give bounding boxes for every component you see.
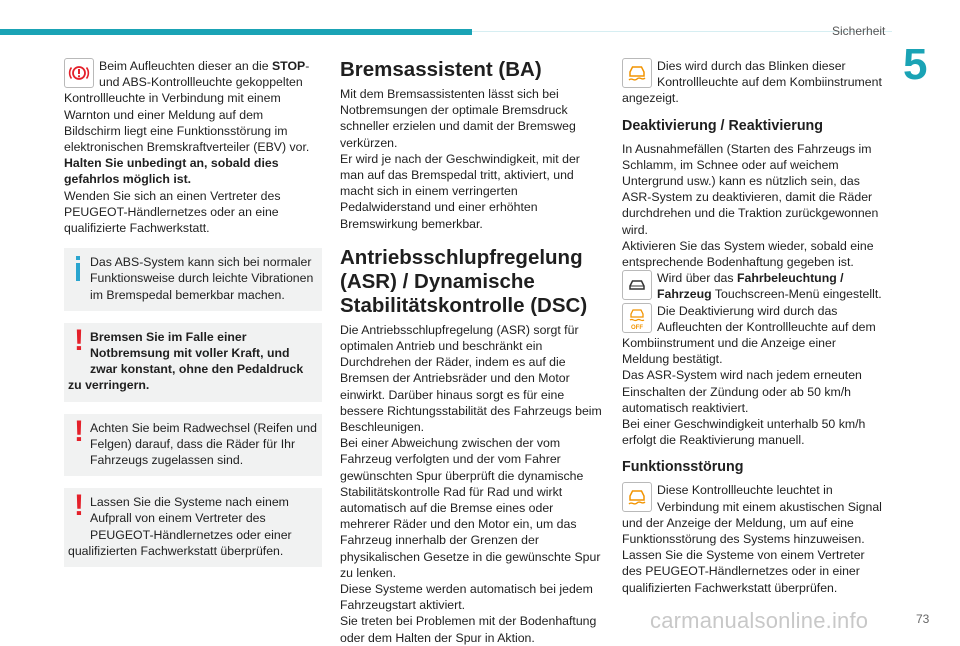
brake-warning-lamp-icon — [64, 58, 94, 88]
deactivation-paragraph: Aktivieren Sie das System wieder, sobald eine entsprechende Bodenhaftung gegeben ist. — [622, 238, 874, 270]
asr-off-icon — [622, 303, 652, 333]
header-rule — [472, 31, 892, 32]
reactivation-paragraph: Das ASR-System wird nach jedem erneuten Einschalten der Zündung oder ab 50 km/h automatisch reaktiviert. — [622, 368, 862, 415]
svg-text:OFF: OFF — [631, 324, 643, 330]
deactivation-paragraph: In Ausnahmefällen (Starten des Fahrzeugs im Schlamm, im Schnee oder auf weichem Untergrund usw.) kann es nützlich sein, das ASR-System zu deaktivieren, damit die Räder durchdrehen und die Traktion zurückgewonnen wird. — [622, 141, 879, 237]
asr-paragraph: Sie treten bei Problemen mit der Bodenhaftung oder dem Halten der Spur in Aktion. — [340, 614, 597, 645]
asr-paragraph: Die Antriebsschlupfregelung (ASR) sorgt für optimalen Antrieb und beschränkt ein Durchdrehen der Räder, indem es auf die Bremsen der Antriebsräder und den Motor einwirkt. Darüber hinaus sorgt es für eine bessere Richtungsstabilität des Fahrzeugs beim Beschleunigen. — [340, 322, 602, 435]
deactivation-heading: Deaktivierung / Reaktivierung — [622, 117, 824, 134]
warning-lamp-instruction: Halten Sie unbedingt an, sobald dies gefahrlos möglich ist. — [64, 156, 279, 187]
warning-note: ! Bremsen Sie im Falle einer Notbremsung mit voller Kraft, und zwar konstant, ohne den Pedaldruck zu verringern. — [64, 323, 322, 402]
warning-lamp-text: Beim Aufleuchten dieser an die STOP- und ABS-Kontrollleuchte gekoppelten Kontrollleuchte in Verbindung mit einem Warnton und einer Meldung auf dem Bildschirm liegt eine Funktionsstörung im elektronischen Bremskraftverteiler (EBV) vor. — [64, 59, 310, 155]
stability-control-icon — [622, 58, 652, 88]
asr-paragraph: Diese Systeme werden automatisch bei jedem Fahrzeugstart aktiviert. — [340, 582, 593, 613]
exclamation-icon: ! — [74, 414, 84, 448]
fault-paragraph: Lassen Sie die Systeme von einem Vertreter des PEUGEOT-Händlernetzes oder in einer qualifizierten Fachwerkstatt überprüfen. — [622, 548, 865, 595]
column-1 — [64, 58, 322, 567]
fault-heading: Funktionsstörung — [622, 459, 744, 476]
header-accent-bar — [0, 29, 472, 35]
chapter-number: 5 — [903, 40, 928, 89]
fault-text: Diese Kontrollleuchte leuchtet in Verbindung mit einem akustischen Signal und der Anzeige der Meldung, um auf eine Funktionsstörung des Systems hinzuweisen. — [622, 483, 882, 547]
page-number: 73 — [916, 612, 930, 626]
exclamation-icon: ! — [74, 489, 84, 523]
column-2 — [340, 58, 606, 646]
reactivation-paragraph: Bei einer Geschwindigkeit unterhalb 50 km/h erfolgt die Reaktivierung manuell. — [622, 417, 866, 448]
asr-paragraph: Bei einer Abweichung zwischen der vom Fahrzeug verfolgten und der vom Fahrer gewünschten Spur überprüft die dynamische Stabilitätskontrolle Rad für Rad und wirkt automatisch auf die Bremse eines oder mehrerer Räder und den Motor ein, um das Fahrzeug innerhalb der Grenzen der physikalischen Gesetze in die gewünschte Spur zu lenken. — [340, 436, 601, 580]
off-text: Die Deaktivierung wird durch das Aufleuchten der Kontrollleuchte auf dem Kombiinstrument und die Anzeige einer Meldung bestätigt. — [622, 303, 876, 367]
column-3 — [622, 58, 884, 596]
info-icon — [68, 254, 90, 290]
ba-paragraph: Er wird je nach der Geschwindigkeit, mit der man auf das Bremspedal tritt, aktiviert, und macht sich in einem verringerten Pedalwiderstand und einer erhöhten Bremswirkung bemerkbar. — [340, 151, 580, 231]
menu-text: Wird über das Fahrbeleuchtung / Fahrzeug Touchscreen-Menü eingestellt. — [657, 271, 882, 302]
ba-heading: Bremsassistent (BA) — [340, 58, 542, 81]
asr-heading: Antriebsschlupfregelung (ASR) / Dynamische Stabilitätskontrolle (DSC) — [340, 245, 588, 317]
section-title: Sicherheit — [832, 24, 886, 38]
ba-paragraph: Mit dem Bremsassistenten lässt sich bei Notbremsungen der optimale Bremsdruck schneller erzielen und damit der Bremsweg verkürzen. — [340, 87, 576, 150]
blink-text: Dies wird durch das Blinken dieser Kontrollleuchte auf dem Kombiinstrument angezeigt. — [622, 59, 882, 106]
watermark: carmanualsonline.info — [650, 608, 869, 633]
warning-note: ! Achten Sie beim Radwechsel (Reifen und Felgen) darauf, dass die Räder für Ihr Fahrzeugs zugelassen sind. — [64, 414, 322, 477]
car-menu-icon — [622, 270, 652, 300]
warning-lamp-contact: Wenden Sie sich an einen Vertreter des PEUGEOT-Händlernetzes oder an eine qualifizierte Fachwerkstatt. — [64, 188, 281, 236]
info-note: Das ABS-System kann sich bei normaler Funktionsweise durch leichte Vibrationen im Bremspedal bemerkbar machen. — [64, 248, 322, 311]
stability-control-icon — [622, 482, 652, 512]
exclamation-icon: ! — [74, 323, 84, 357]
warning-note: ! Lassen Sie die Systeme nach einem Aufprall von einem Vertreter des PEUGEOT-Händlernetzes oder einer qualifizierten Fachwerkstatt überprüfen. — [64, 488, 322, 567]
